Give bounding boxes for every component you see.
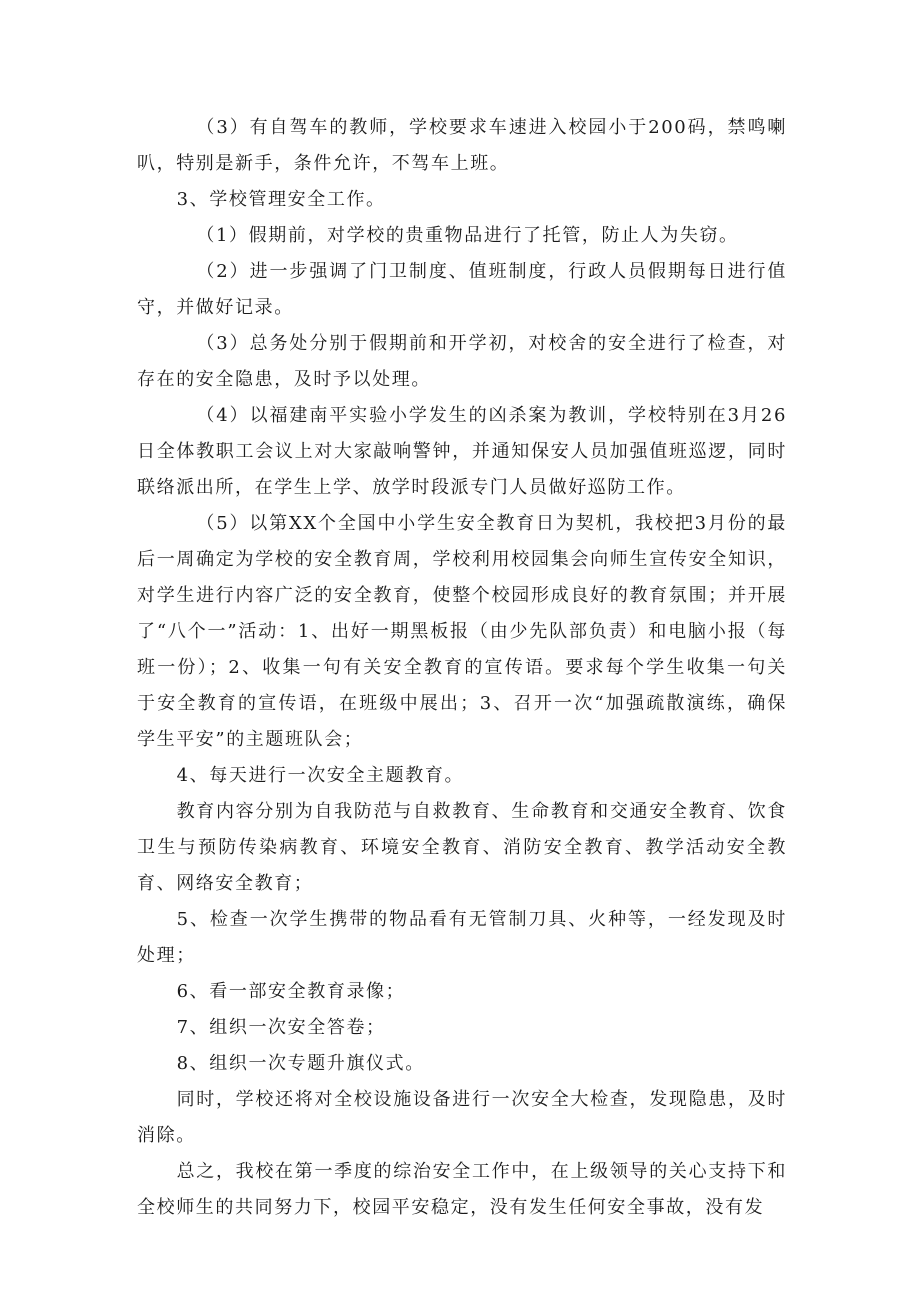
paragraph-guard-duty: （2）进一步强调了门卫制度、值班制度，行政人员假期每日进行值守，并做好记录。	[137, 261, 787, 318]
paragraph-summary: 总之，我校在第一季度的综治安全工作中，在上级领导的关心支持下和全校师生的共同努力下，校园平安稳定，没有发生任何安全事故，没有发	[137, 1161, 787, 1218]
paragraph-safety-quiz: 7、组织一次安全答卷；	[176, 1017, 386, 1038]
paragraph-safety-video: 6、看一部安全教育录像；	[176, 981, 406, 1002]
paragraph-safety-education-week: （5）以第XX个全国中小学生安全教育日为契机，我校把3月份的最后一周确定为学校的安全教育周，学校利用校园集会向师生宣传安全知识，对学生进行内容广泛的安全教育，使整个校园形成良好的教育氛围；并开展了“八个一”活动：1、出好一期黑板报（由少先队部负责）和电脑小报（每班一份）；2、收集一句有关安全教育的宣传语。要求每个学生收集一句关于安全教育的宣传语，在班级中展出；3、召开一次“加强疏散演练，确保学生平安”的主题班队会；	[137, 513, 787, 750]
paragraph-school-management-heading: 3、学校管理安全工作。	[176, 189, 386, 210]
paragraph-security-patrol: （4）以福建南平实验小学发生的凶杀案为教训，学校特别在3月26日全体教职工会议上对大家敲响警钟，并通知保安人员加强值班巡逻，同时联络派出所，在学生上学、放学时段派专门人员做好巡防工作。	[137, 405, 787, 498]
paragraph-holiday-valuables: （1）假期前，对学校的贵重物品进行了托管，防止人为失窃。	[196, 225, 739, 246]
paragraph-self-driving-teachers: （3）有自驾车的教师，学校要求车速进入校园小于200码，禁鸣喇叭，特别是新手，条件允许，不驾车上班。	[137, 117, 787, 174]
paragraph-facility-inspection: 同时，学校还将对全校设施设备进行一次安全大检查，发现隐患，及时消除。	[137, 1089, 787, 1146]
paragraph-education-content: 教育内容分别为自我防范与自救教育、生命教育和交通安全教育、饮食卫生与预防传染病教育、环境安全教育、消防安全教育、教学活动安全教育、网络安全教育；	[137, 801, 787, 894]
paragraph-daily-theme-education: 4、每天进行一次安全主题教育。	[176, 765, 465, 786]
document-body	[137, 110, 787, 1226]
paragraph-flag-ceremony: 8、组织一次专题升旗仪式。	[176, 1053, 425, 1074]
paragraph-building-inspection: （3）总务处分别于假期前和开学初，对校舍的安全进行了检查，对存在的安全隐患，及时予以处理。	[137, 333, 787, 390]
paragraph-item-inspection: 5、检查一次学生携带的物品看有无管制刀具、火种等，一经发现及时处理；	[137, 909, 787, 966]
